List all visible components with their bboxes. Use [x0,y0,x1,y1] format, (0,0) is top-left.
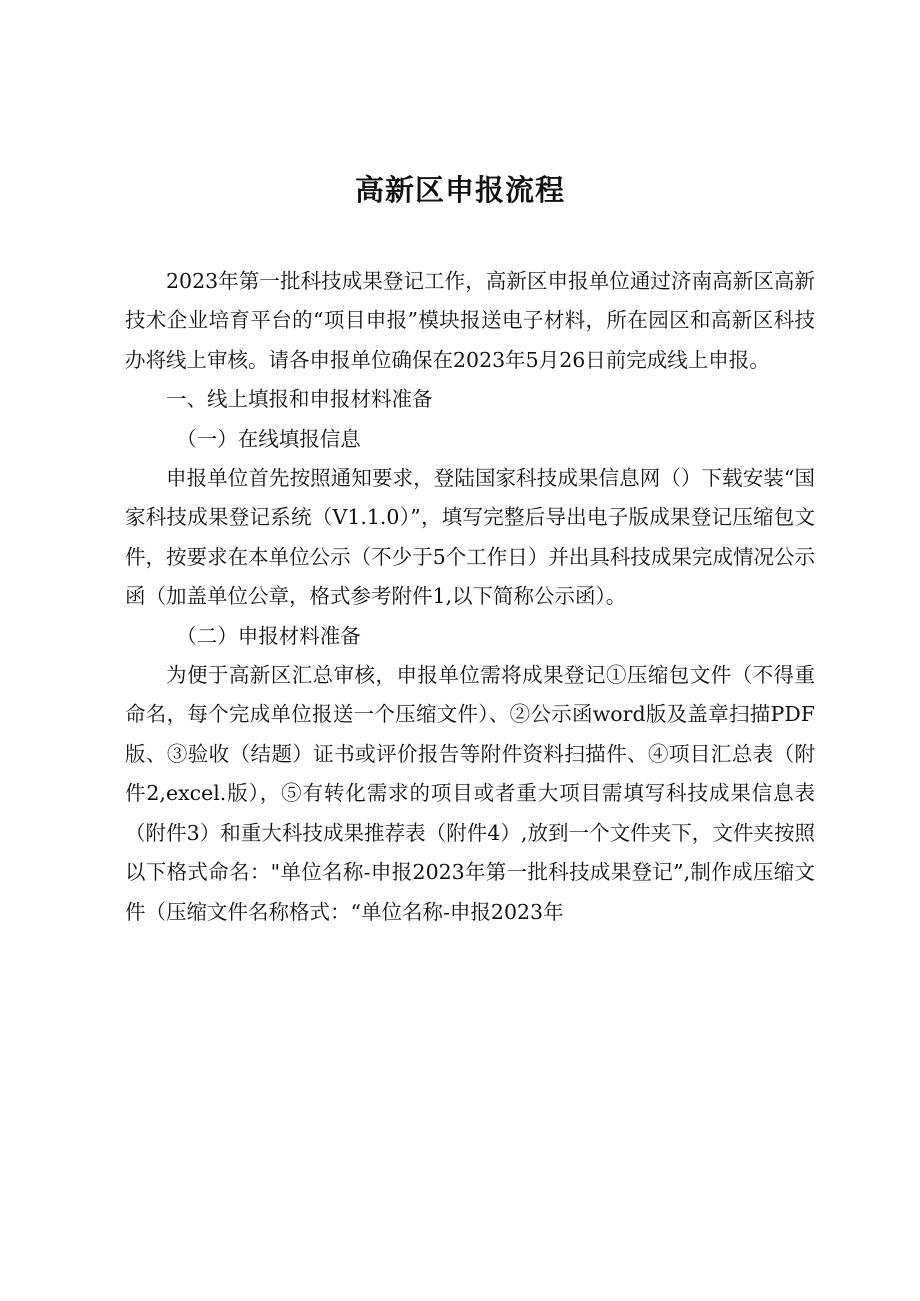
section-heading-1: 一、线上填报和申报材料准备 [166,387,433,412]
subsection-heading-2: （二）申报材料准备 [176,623,361,648]
subsection-heading-1: （一）在线填报信息 [176,426,361,451]
document-body [125,262,815,932]
online-filing-paragraph: 申报单位首先按照通知要求，登陆国家科技成果信息网（）下载安装“国家科技成果登记系统（V1.1.0）”，填写完整后导出电子版成果登记压缩包文件，按要求在本单位公示（不少于5个工作日）并出具科技成果完成情况公示函（加盖单位公章，格式参考附件1,以下简称公示函）。 [125,466,815,609]
materials-paragraph: 为便于高新区汇总审核，申报单位需将成果登记①压缩包文件（不得重命名，每个完成单位报送一个压缩文件）、②公示函word版及盖章扫描PDF版、③验收（结题）证书或评价报告等附件资料扫描件、④项目汇总表（附件2,excel.版），⑤有转化需求的项目或者重大项目需填写科技成果信息表（附件3）和重大科技成果推荐表（附件4）,放到一个文件夹下，文件夹按照以下格式命名："单位名称-申报2023年第一批科技成果登记”,制作成压缩文件（压缩文件名称格式：“单位名称-申报2023年 [125,663,815,924]
document-title: 高新区申报流程 [354,173,565,207]
intro-paragraph: 2023年第一批科技成果登记工作，高新区申报单位通过济南高新区高新技术企业培育平台的“项目申报”模块报送电子材料，所在园区和高新区科技办将线上审核。请各申报单位确保在2023年5月26日前完成线上申报。 [125,269,815,372]
